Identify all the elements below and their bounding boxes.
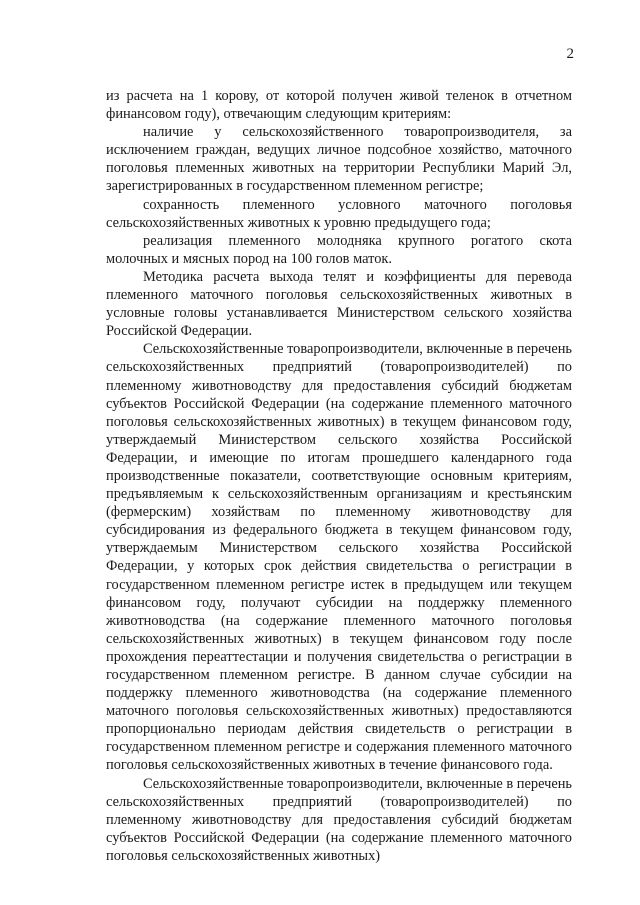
paragraph-criterion-3: реализация племенного молодняка крупного рогатого скота молочных и мясных пород на 100 голов маток. bbox=[106, 232, 572, 267]
page-number: 2 bbox=[566, 46, 574, 62]
paragraph-criterion-1: наличие у сельскохозяйственного товаропроизводителя, за исключением граждан, ведущих личное подсобное хозяйство, маточного поголовья племенных животных на территории Республики Марий Эл, зарегистрированных в государственном племенном регистре; bbox=[106, 124, 572, 195]
paragraph-1: из расчета на 1 корову, от которой получен живой теленок в отчетном финансовом году), отвечающим следующим критериям: bbox=[106, 88, 572, 123]
document-body bbox=[106, 87, 572, 865]
paragraph-producers-2: Сельскохозяйственные товаропроизводители, включенные в перечень сельскохозяйственных предприятий (товаропроизводителей) по племенному животноводству для предоставления субсидий бюджетам субъектов Российской Федерации (на содержание племенного маточного поголовья сельскохозяйственных животных) bbox=[106, 775, 572, 864]
paragraph-producers-1: Сельскохозяйственные товаропроизводители, включенные в перечень сельскохозяйственных предприятий (товаропроизводителей) по племенному животноводству для предоставления субсидий бюджетам субъектов Российской Федерации (на содержание племенного маточного поголовья сельскохозяйственных животных) в текущем финансовом году, утверждаемый Министерством сельского хозяйства Российской Федерации, и имеющие по итогам прошедшего календарного года производственные показатели, соответствующие основным критериям, предъявляемым к сельскохозяйственным организациям и крестьянским (фермерским) хозяйствам по племенному животноводству для субсидирования из федерального бюджета в текущем финансовом году, утверждаемым Министерством сельского хозяйства Российской Федерации, у которых срок действия свидетельства о регистрации в государственном племенном регистре истек в предыдущем или текущем финансовом году, получают субсидии на поддержку племенного животноводства (на содержание племенного маточного поголовья сельскохозяйственных животных) в текущем финансовом году после прохождения переаттестации и получения свидетельства о регистрации в государственном племенном регистре. В данном случае субсидии на поддержку племенного животноводства (на содержание племенного маточного поголовья сельскохозяйственных животных) предоставляются пропорционально периодам действия свидетельств о регистрации в государственном племенном регистре и содержания племенного маточного поголовья сельскохозяйственных животных в течение финансового года. bbox=[106, 341, 572, 774]
paragraph-methodology: Методика расчета выхода телят и коэффициенты для перевода племенного маточного поголовья сельскохозяйственных животных в условные головы устанавливается Министерством сельского хозяйства Российской Федерации. bbox=[106, 268, 572, 340]
paragraph-criterion-2: сохранность племенного условного маточного поголовья сельскохозяйственных животных к уровню предыдущего года; bbox=[106, 196, 572, 231]
